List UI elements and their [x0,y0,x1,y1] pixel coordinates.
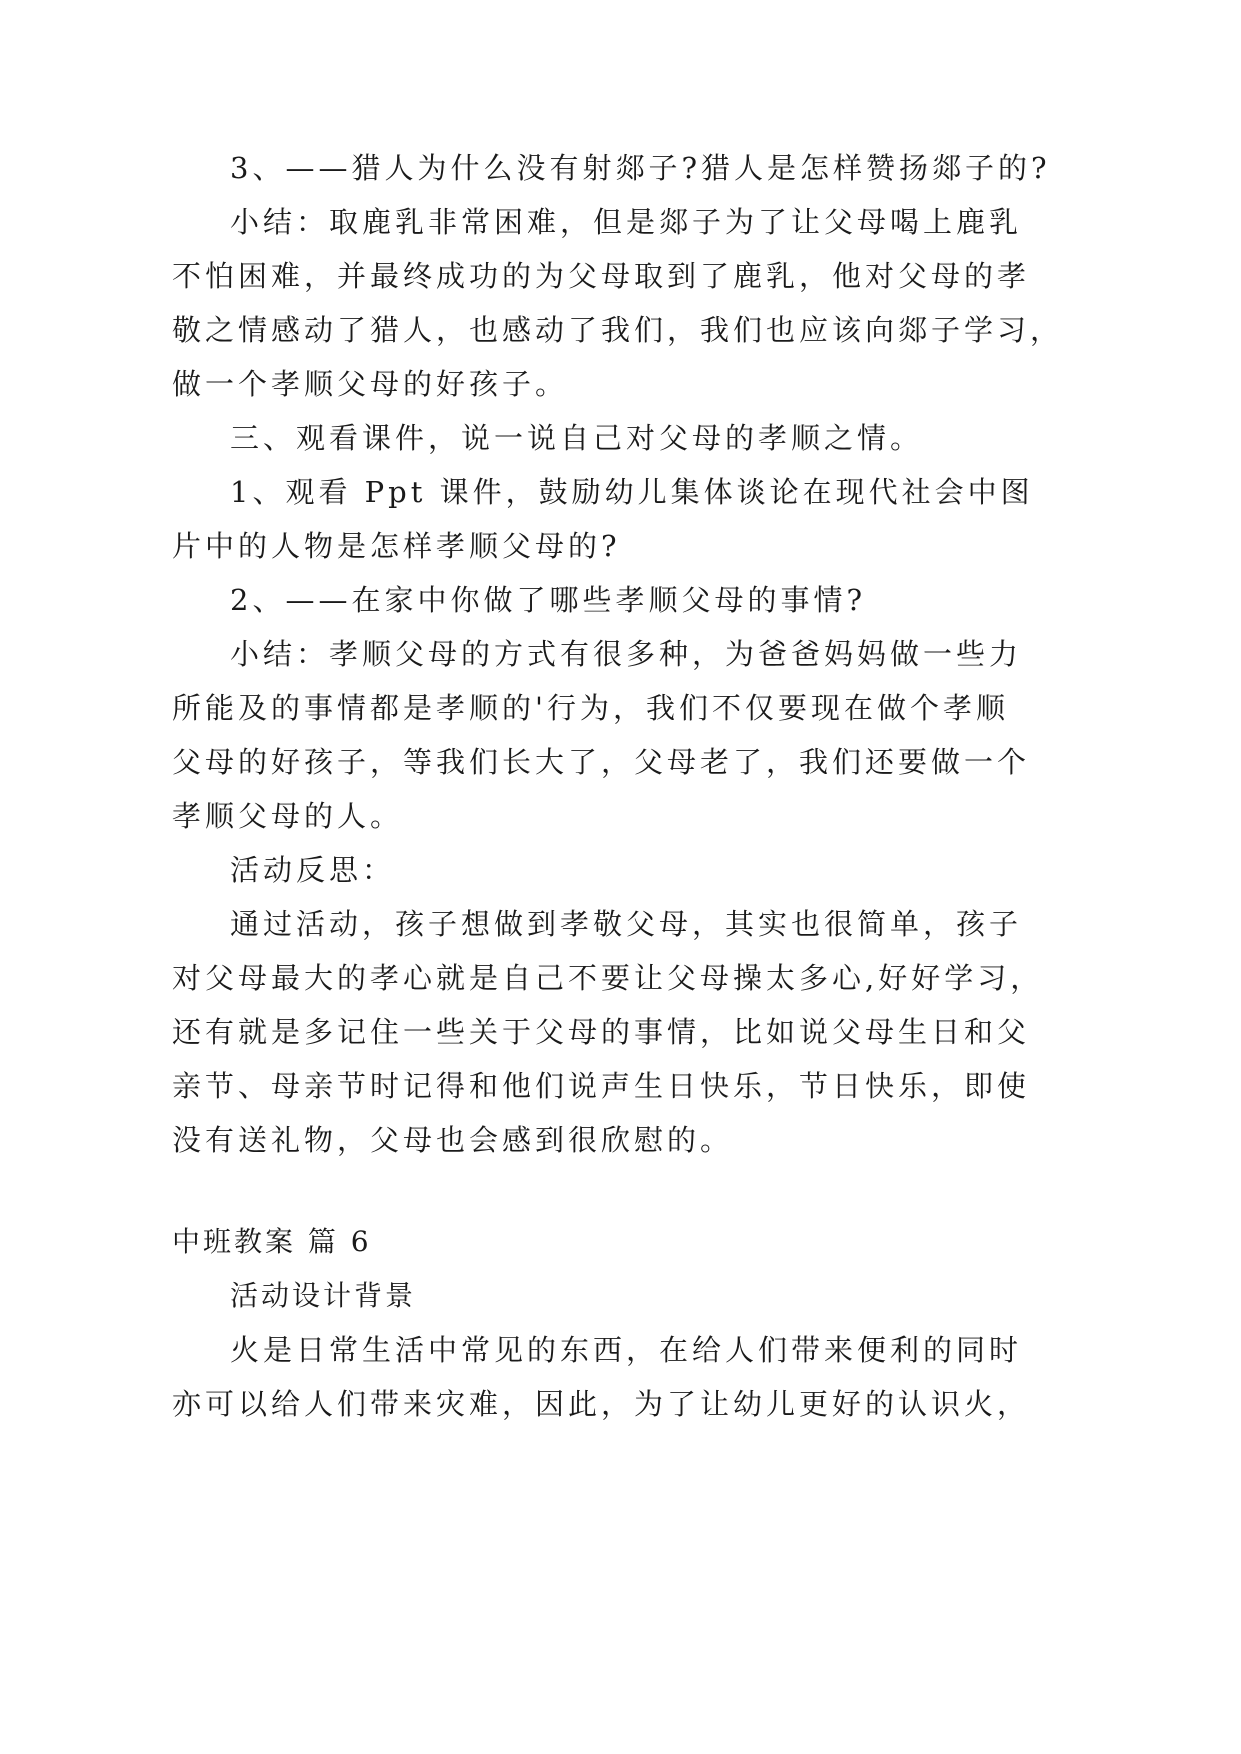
text-line: 所能及的事情都是孝顺的'行为，我们不仅要现在做个孝顺 [172,691,1009,725]
text-line: 做一个孝顺父母的好孩子。 [172,367,569,401]
text-line: 火是日常生活中常见的东西，在给人们带来便利的同时 [230,1333,1023,1367]
section-title: 中班教案 篇 6 [172,1225,372,1258]
text-line: 通过活动，孩子想做到孝敬父母，其实也很简单，孩子 [230,907,1023,941]
text-line: 小结：取鹿乳非常困难，但是郯子为了让父母喝上鹿乳 [230,205,1023,239]
text-line: 亦可以给人们带来灾难，因此，为了让幼儿更好的认识火， [172,1387,1031,1421]
text-line: 片中的人物是怎样孝顺父母的? [172,529,621,563]
text-line: 孝顺父母的人。 [172,799,404,833]
text-line: 敬之情感动了猎人，也感动了我们，我们也应该向郯子学习， [172,313,1064,347]
text-line: 还有就是多记住一些关于父母的事情，比如说父母生日和父 [172,1015,1031,1049]
text-line: 2、——在家中你做了哪些孝顺父母的事情? [230,583,866,617]
text-line: 对父母最大的孝心就是自己不要让父母操太多心,好好学习， [172,961,1044,995]
text-line: 3、——猎人为什么没有射郯子?猎人是怎样赞扬郯子的? [230,151,1051,185]
text-line: 亲节、母亲节时记得和他们说声生日快乐，节日快乐，即使 [172,1069,1031,1103]
text-line: 小结：孝顺父母的方式有很多种，为爸爸妈妈做一些力 [230,637,1023,671]
text-line: 父母的好孩子，等我们长大了，父母老了，我们还要做一个 [172,745,1031,779]
text-line: 没有送礼物，父母也会感到很欣慰的。 [172,1123,734,1157]
text-line: 三、观看课件，说一说自己对父母的孝顺之情。 [230,421,924,455]
text-line: 1、观看 Ppt 课件，鼓励幼儿集体谈论在现代社会中图 [230,475,1034,509]
text-line: 活动反思： [230,853,396,887]
section-subtitle: 活动设计背景 [230,1279,417,1312]
text-line: 不怕困难，并最终成功的为父母取到了鹿乳，他对父母的孝 [172,259,1031,293]
